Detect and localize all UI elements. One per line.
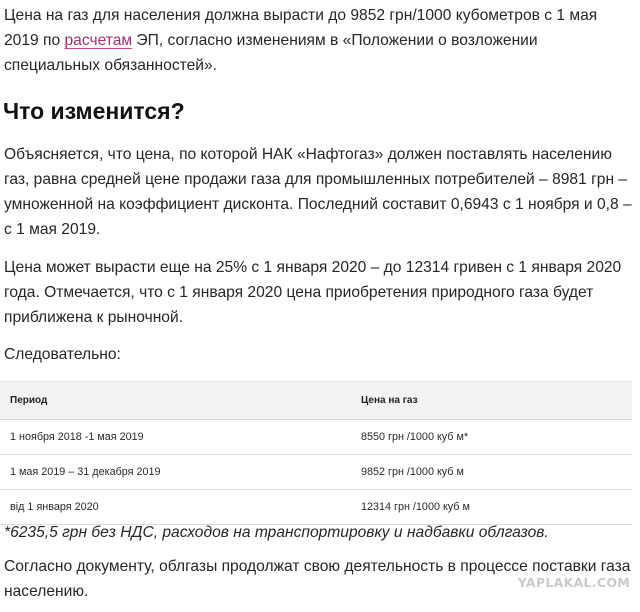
period-cell: 1 мая 2019 – 31 декабря 2019 [10,466,161,478]
table-row [0,420,632,455]
intro-text-end: ЭП, согласно изменениям в «Положении о возложении специальных обязанностей». [4,32,538,74]
intro-paragraph [4,3,632,78]
table-footnote: *6235,5 грн без НДС, расходов на транспортировку и надбавки облгазов. [4,524,549,541]
header-period: Период [10,395,48,406]
period-cell: 1 ноября 2018 -1 мая 2019 [10,431,144,443]
price-cell: 12314 грн /1000 куб м [361,501,470,513]
paragraph-price-growth: Цена может вырасти еще на 25% с 1 января 2020 – до 12314 гривен с 1 января 2020 года. Отмечается, что с 1 января 2020 цена приобретения природного газа будет приближена к рыночной. [4,259,622,326]
paragraph-therefore: Следовательно: [4,346,121,363]
price-cell: 8550 грн /1000 куб м* [361,431,469,443]
intro-text-start: Цена на газ для населения должна вырасти до 9852 грн/1000 кубометров с 1 мая 2019 по [4,7,598,49]
section-heading: Что изменится? [3,98,185,124]
price-cell: 9852 грн /1000 куб м [361,466,464,478]
paragraph-explanation: Объясняется, что цена, по которой НАК «Нафтогаз» должен поставлять населению газ, равна средней цене продажи газа для промышленных потребителей – 8981 грн – умноженной на коэффициент дисконта. Последний составит 0,6943 с 1 ноября и 0,8 – с 1 мая 2019. [4,146,632,238]
table-header-row [0,381,632,420]
paragraph-conclusion: Согласно документу, облгазы продолжат свою деятельность в процессе поставки газа населению. [4,558,631,600]
period-cell: від 1 января 2020 [10,501,99,513]
calculations-link[interactable]: расчетам [64,32,133,49]
header-price: Цена на газ [361,395,418,406]
table-row [0,455,632,490]
price-table [0,381,632,525]
site-watermark: YAPLAKAL.COM [517,575,630,590]
